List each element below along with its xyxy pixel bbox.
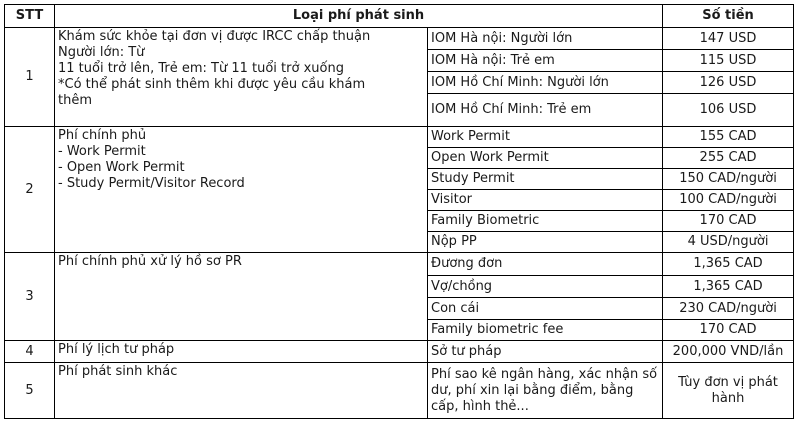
fee-type-cell	[55, 28, 428, 127]
fee-type-cell	[55, 363, 428, 419]
item-amount: 106 USD	[663, 94, 794, 127]
item-name: Family Biometric	[428, 211, 663, 232]
item-name: Open Work Permit	[428, 148, 663, 169]
item-amount: 147 USD	[663, 28, 794, 50]
stt-cell: 2	[5, 127, 55, 253]
item-name: Family biometric fee	[428, 320, 663, 341]
fee-type-line: Khám sức khỏe tại đơn vị được IRCC chấp thuận	[58, 29, 371, 44]
item-name: IOM Hồ Chí Minh: Người lớn	[428, 72, 663, 94]
item-amount: 150 CAD/người	[663, 169, 794, 190]
header-row	[5, 5, 794, 28]
fee-type-line: 11 tuổi trở lên, Trẻ em: Từ 11 tuổi trở xuống	[58, 61, 344, 76]
item-amount: 230 CAD/người	[663, 298, 794, 320]
fee-table	[4, 4, 794, 419]
item-amount: Tùy đơn vị phát hành	[663, 363, 794, 419]
stt-cell: 3	[5, 253, 55, 341]
fee-type-line: Phí lý lịch tư pháp	[58, 342, 175, 357]
item-name: IOM Hà nội: Người lớn	[428, 28, 663, 50]
table-row	[5, 341, 794, 363]
fee-type-line: thêm	[58, 93, 92, 108]
item-amount: 170 CAD	[663, 211, 794, 232]
item-name: Đương đơn	[428, 253, 663, 276]
fee-type-line: - Study Permit/Visitor Record	[58, 176, 245, 191]
item-name: IOM Hồ Chí Minh: Trẻ em	[428, 94, 663, 127]
item-amount: 100 CAD/người	[663, 190, 794, 211]
fee-type-line: Phí chính phủ	[58, 128, 147, 143]
item-amount: 4 USD/người	[663, 232, 794, 253]
stt-cell: 5	[5, 363, 55, 419]
fee-type-line: - Work Permit	[58, 144, 146, 159]
table-row	[5, 28, 794, 50]
item-name: Con cái	[428, 298, 663, 320]
header-stt: STT	[5, 5, 55, 28]
fee-type-line: *Có thể phát sinh thêm khi được yêu cầu khám	[58, 77, 366, 92]
header-amount: Số tiền	[663, 5, 794, 28]
item-amount: 126 USD	[663, 72, 794, 94]
fee-type-cell	[55, 341, 428, 363]
item-amount: 1,365 CAD	[663, 276, 794, 298]
item-name: Nộp PP	[428, 232, 663, 253]
stt-cell: 1	[5, 28, 55, 127]
table-row	[5, 363, 794, 419]
item-name: Study Permit	[428, 169, 663, 190]
item-amount: 200,000 VND/lần	[663, 341, 794, 363]
fee-type-line: Phí phát sinh khác	[58, 364, 178, 379]
fee-type-cell	[55, 253, 428, 341]
item-amount: 155 CAD	[663, 127, 794, 148]
item-amount: 255 CAD	[663, 148, 794, 169]
header-fee-type: Loại phí phát sinh	[55, 5, 663, 28]
item-name: Phí sao kê ngân hàng, xác nhận số dư, phí xin lại bằng điểm, bằng cấp, hình thẻ...	[428, 363, 663, 419]
stt-cell: 4	[5, 341, 55, 363]
item-name: Work Permit	[428, 127, 663, 148]
item-name: IOM Hà nội: Trẻ em	[428, 50, 663, 72]
item-name: Sở tư pháp	[428, 341, 663, 363]
table-row	[5, 253, 794, 276]
item-amount: 170 CAD	[663, 320, 794, 341]
fee-type-cell	[55, 127, 428, 253]
item-amount: 1,365 CAD	[663, 253, 794, 276]
item-amount: 115 USD	[663, 50, 794, 72]
table-row	[5, 127, 794, 148]
fee-type-line: Người lớn: Từ	[58, 45, 145, 60]
item-name: Visitor	[428, 190, 663, 211]
item-name: Vợ/chồng	[428, 276, 663, 298]
fee-type-line: Phí chính phủ xử lý hồ sơ PR	[58, 254, 242, 269]
fee-type-line: - Open Work Permit	[58, 160, 185, 175]
